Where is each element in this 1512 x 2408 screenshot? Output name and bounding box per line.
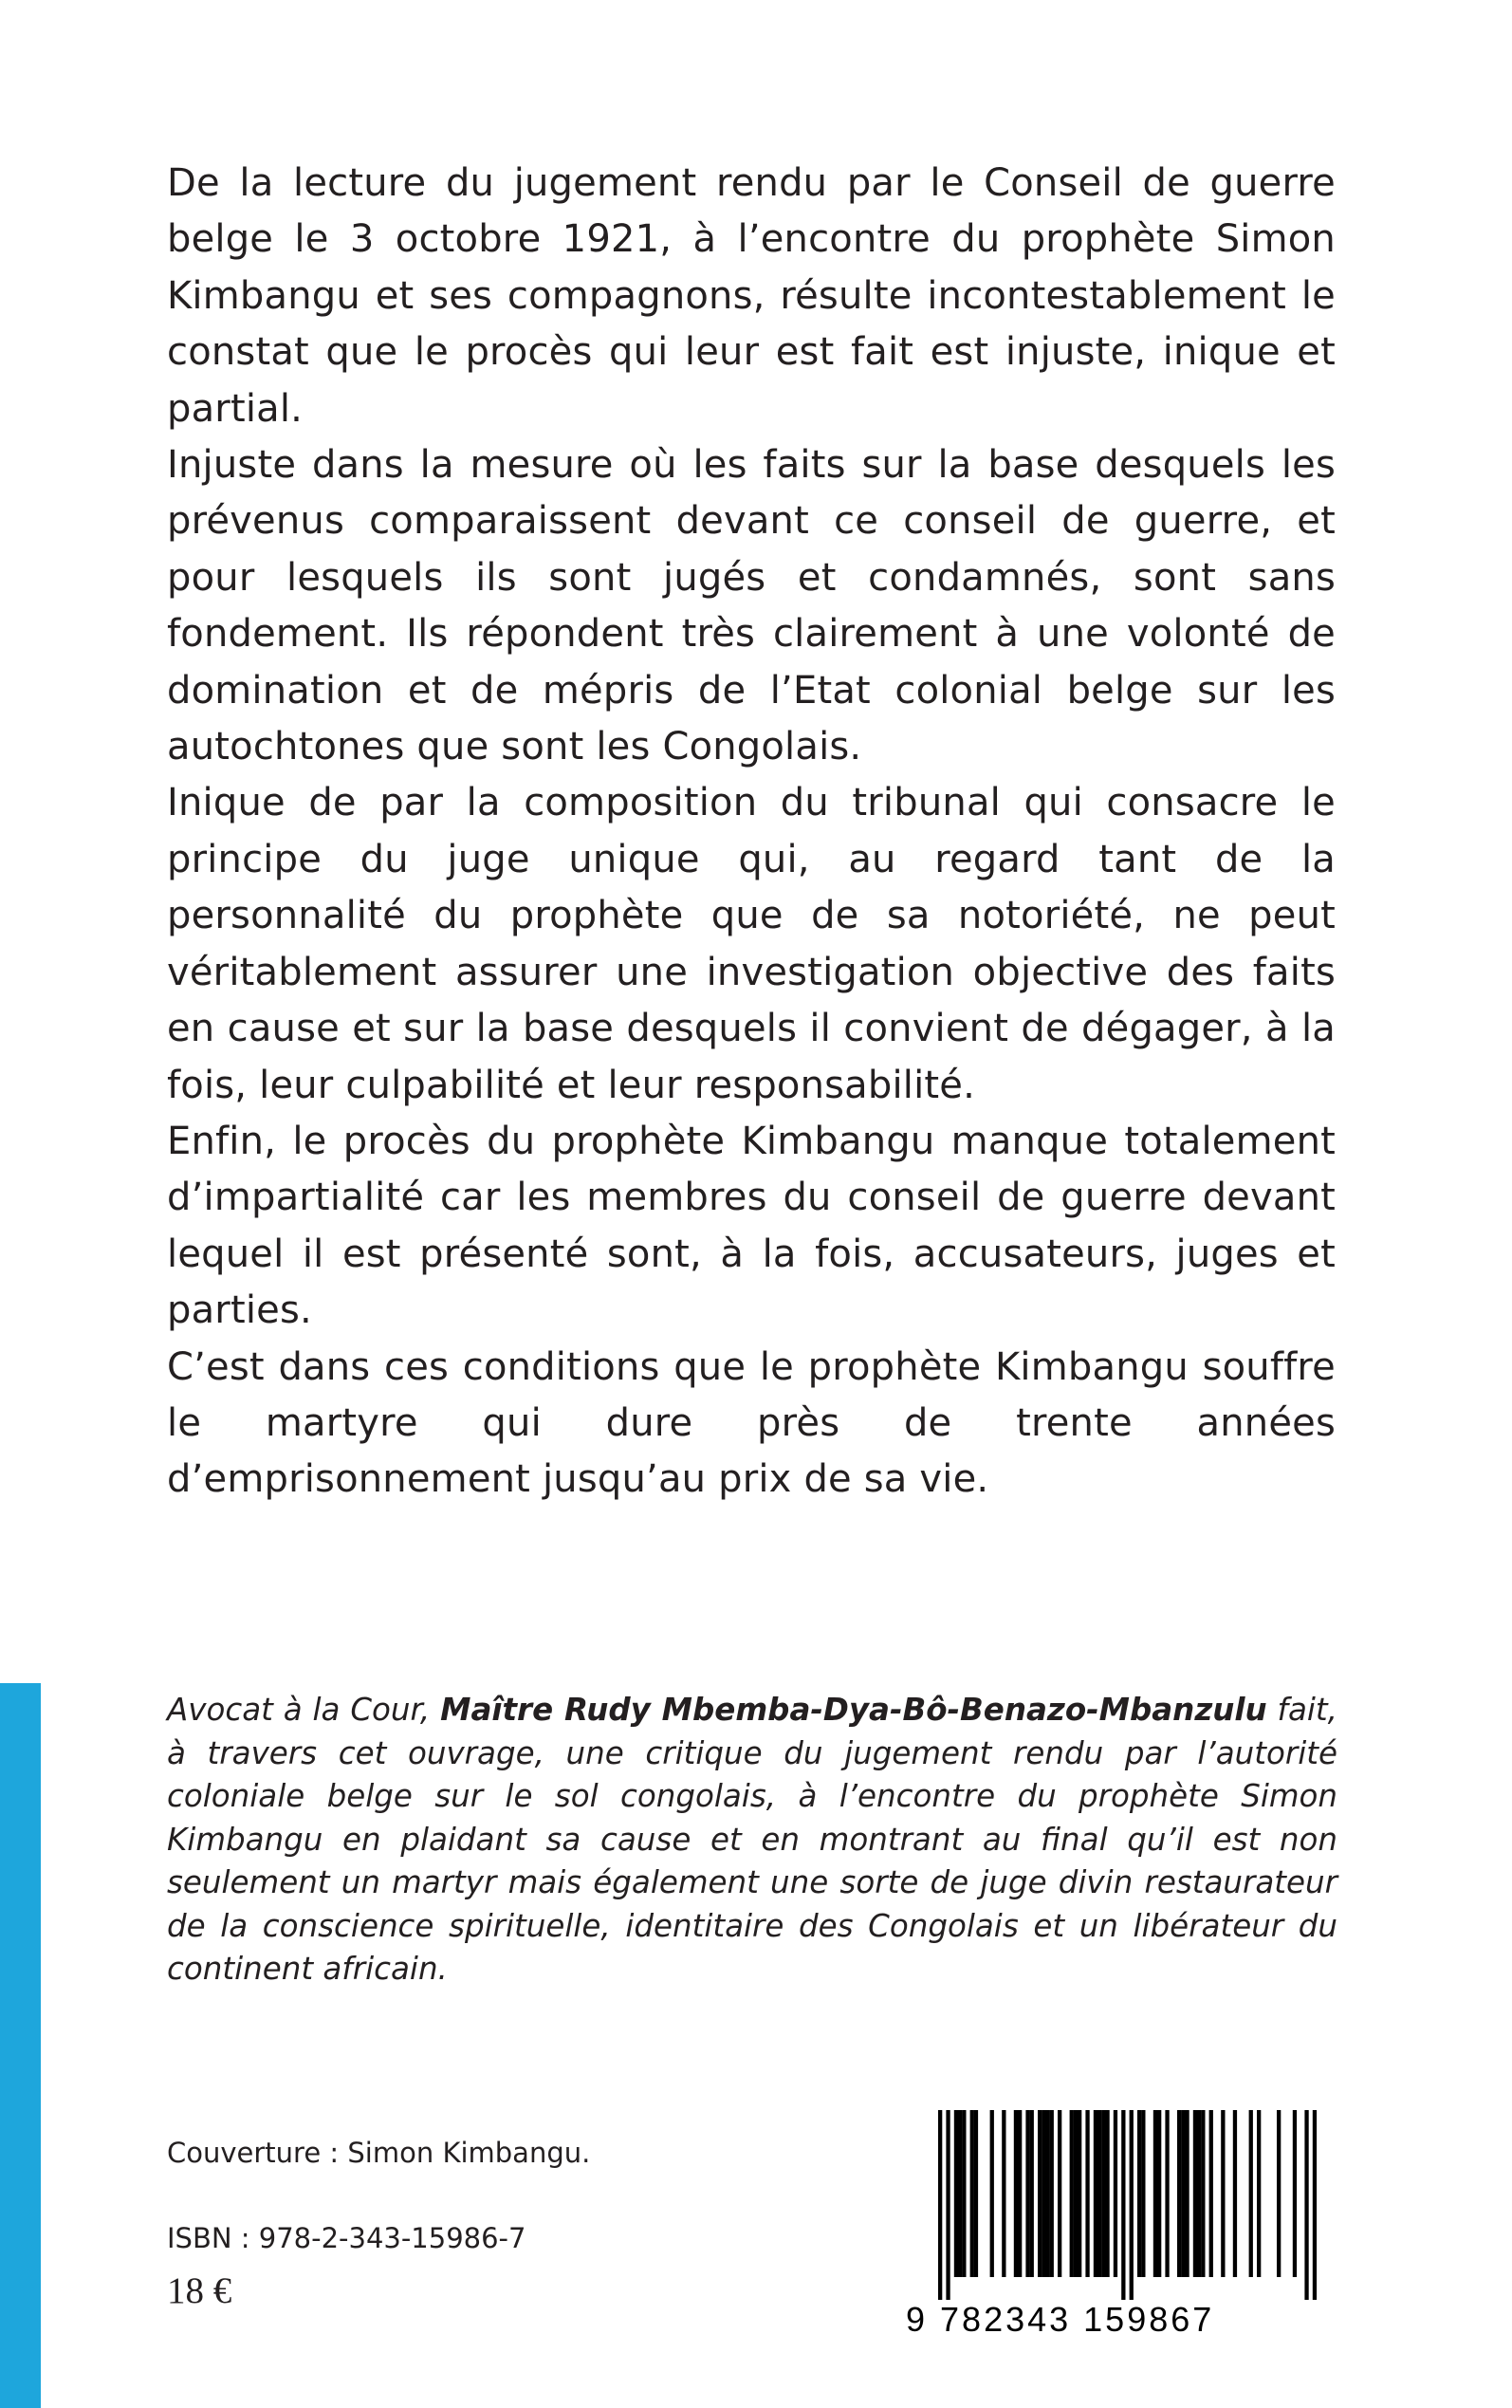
barcode-bar [1045,2110,1049,2277]
barcode-bar [1070,2110,1074,2277]
barcode-bar [1030,2110,1034,2277]
barcode-bar [1078,2110,1081,2277]
barcode-bar [1193,2110,1197,2277]
barcode-bar [1209,2110,1213,2277]
barcode-bar [1249,2110,1253,2277]
barcode-bar [1177,2110,1181,2277]
barcode-bar [1038,2110,1042,2277]
barcode [906,2110,1323,2339]
price: 18 € [167,2270,232,2311]
barcode-bar [1121,2110,1125,2300]
barcode-bar [1058,2110,1061,2277]
barcode-bar [1097,2110,1101,2277]
barcode-bar [958,2110,962,2277]
barcode-bar [1313,2110,1317,2300]
barcode-bar [1304,2110,1308,2300]
barcode-bar [1185,2110,1189,2277]
summary-paragraph: C’est dans ces conditions que le prophète Kimbangu souffre le martyre qui dure près de trente années d’emprisonnement jusqu’au prix de sa vie. [167,1344,1336,1502]
barcode-bar [1101,2110,1105,2277]
author-name: Maître Rudy Mbemba-Dya-Bô-Benazo-Mbanzulu [440,1692,1267,1728]
author-text: fait, à travers cet ouvrage, une critique du jugement rendu par l’autorité coloniale belge sur le sol congolais, à l’encontre du prophète Simon Kimbangu en plaidant sa cause et en montrant au final qu’il est non seulement un martyr mais également une sorte de juge divin restaurateur de la conscience spirituelle, identitaire des Congolais et un libérateur du continent africain. [167,1692,1337,1987]
barcode-bar [954,2110,958,2277]
summary-paragraph: Inique de par la composition du tribunal qui consacre le principe du juge unique qui, au regard tant de la personnalité du prophète que de sa notoriété, ne peut véritablement assurer une investigation objective des faits en cause et sur la base desquels il convient de dégager, à la fois, leur culpabilité et leur responsabilité. [167,781,1336,1107]
barcode-bar [1233,2110,1237,2277]
barcode-bar [1181,2110,1185,2277]
barcode-bar [974,2110,978,2277]
barcode-bar [1293,2110,1297,2277]
barcode-bar [990,2110,994,2277]
barcode-bar [946,2110,950,2300]
barcode-bar [1277,2110,1281,2277]
blue-side-band [0,1683,41,2408]
summary-text [167,156,1336,1509]
barcode-bar [938,2110,942,2300]
barcode-bar [1153,2110,1157,2277]
author-blurb [167,1689,1337,1991]
summary-paragraph: Injuste dans la mesure où les faits sur la base desquels les prévenus comparaissent devant ce conseil de guerre, et pour lesquels ils sont jugés et condamnés, sont sans fondement. Ils répondent très clairement à une volonté de domination et de mépris de l’Etat colonial belge sur les autochtones que sont les Congolais. [167,443,1336,769]
barcode-bar [1094,2110,1097,2277]
barcode-bar [1197,2110,1201,2277]
barcode-bar [1114,2110,1117,2277]
barcode-bar [970,2110,974,2277]
summary-paragraph: Enfin, le procès du prophète Kimbangu manque totalement d’impartialité car les membres du conseil de guerre devant lequel il est présenté sont, à la fois, accusateurs, juges et parties. [167,1119,1336,1333]
barcode-bar [1141,2110,1145,2277]
barcode-bar [1221,2110,1225,2277]
barcode-bar [1002,2110,1005,2277]
barcode-bar [1157,2110,1161,2277]
barcode-bar [1042,2110,1045,2277]
barcode-bar [1018,2110,1022,2277]
barcode-bar [1025,2110,1029,2277]
barcode-bar [1105,2110,1109,2277]
barcode-bar [962,2110,966,2277]
barcode-bar [1165,2110,1169,2277]
barcode-bar [1257,2110,1261,2277]
isbn: ISBN : 978-2-343-15986-7 [167,2222,526,2254]
barcode-bar [1130,2110,1134,2300]
cover-credit: Couverture : Simon Kimbangu. [167,2137,591,2169]
author-prefix: Avocat à la Cour, [167,1692,441,1728]
barcode-digits: 9 782343 159867 [906,2300,1215,2339]
barcode-bar [1014,2110,1018,2277]
barcode-bar [1074,2110,1078,2277]
barcode-bar [1137,2110,1141,2277]
barcode-bars [906,2110,1323,2300]
summary-paragraph: De la lecture du jugement rendu par le Conseil de guerre belge le 3 octobre 1921, à l’encontre du prophète Simon Kimbangu et ses compagnons, résulte incontestablement le constat que le procès qui leur est fait est injuste, inique et partial. [167,161,1336,431]
barcode-bar [1201,2110,1205,2277]
barcode-bar [1085,2110,1089,2277]
barcode-bar [1050,2110,1054,2277]
